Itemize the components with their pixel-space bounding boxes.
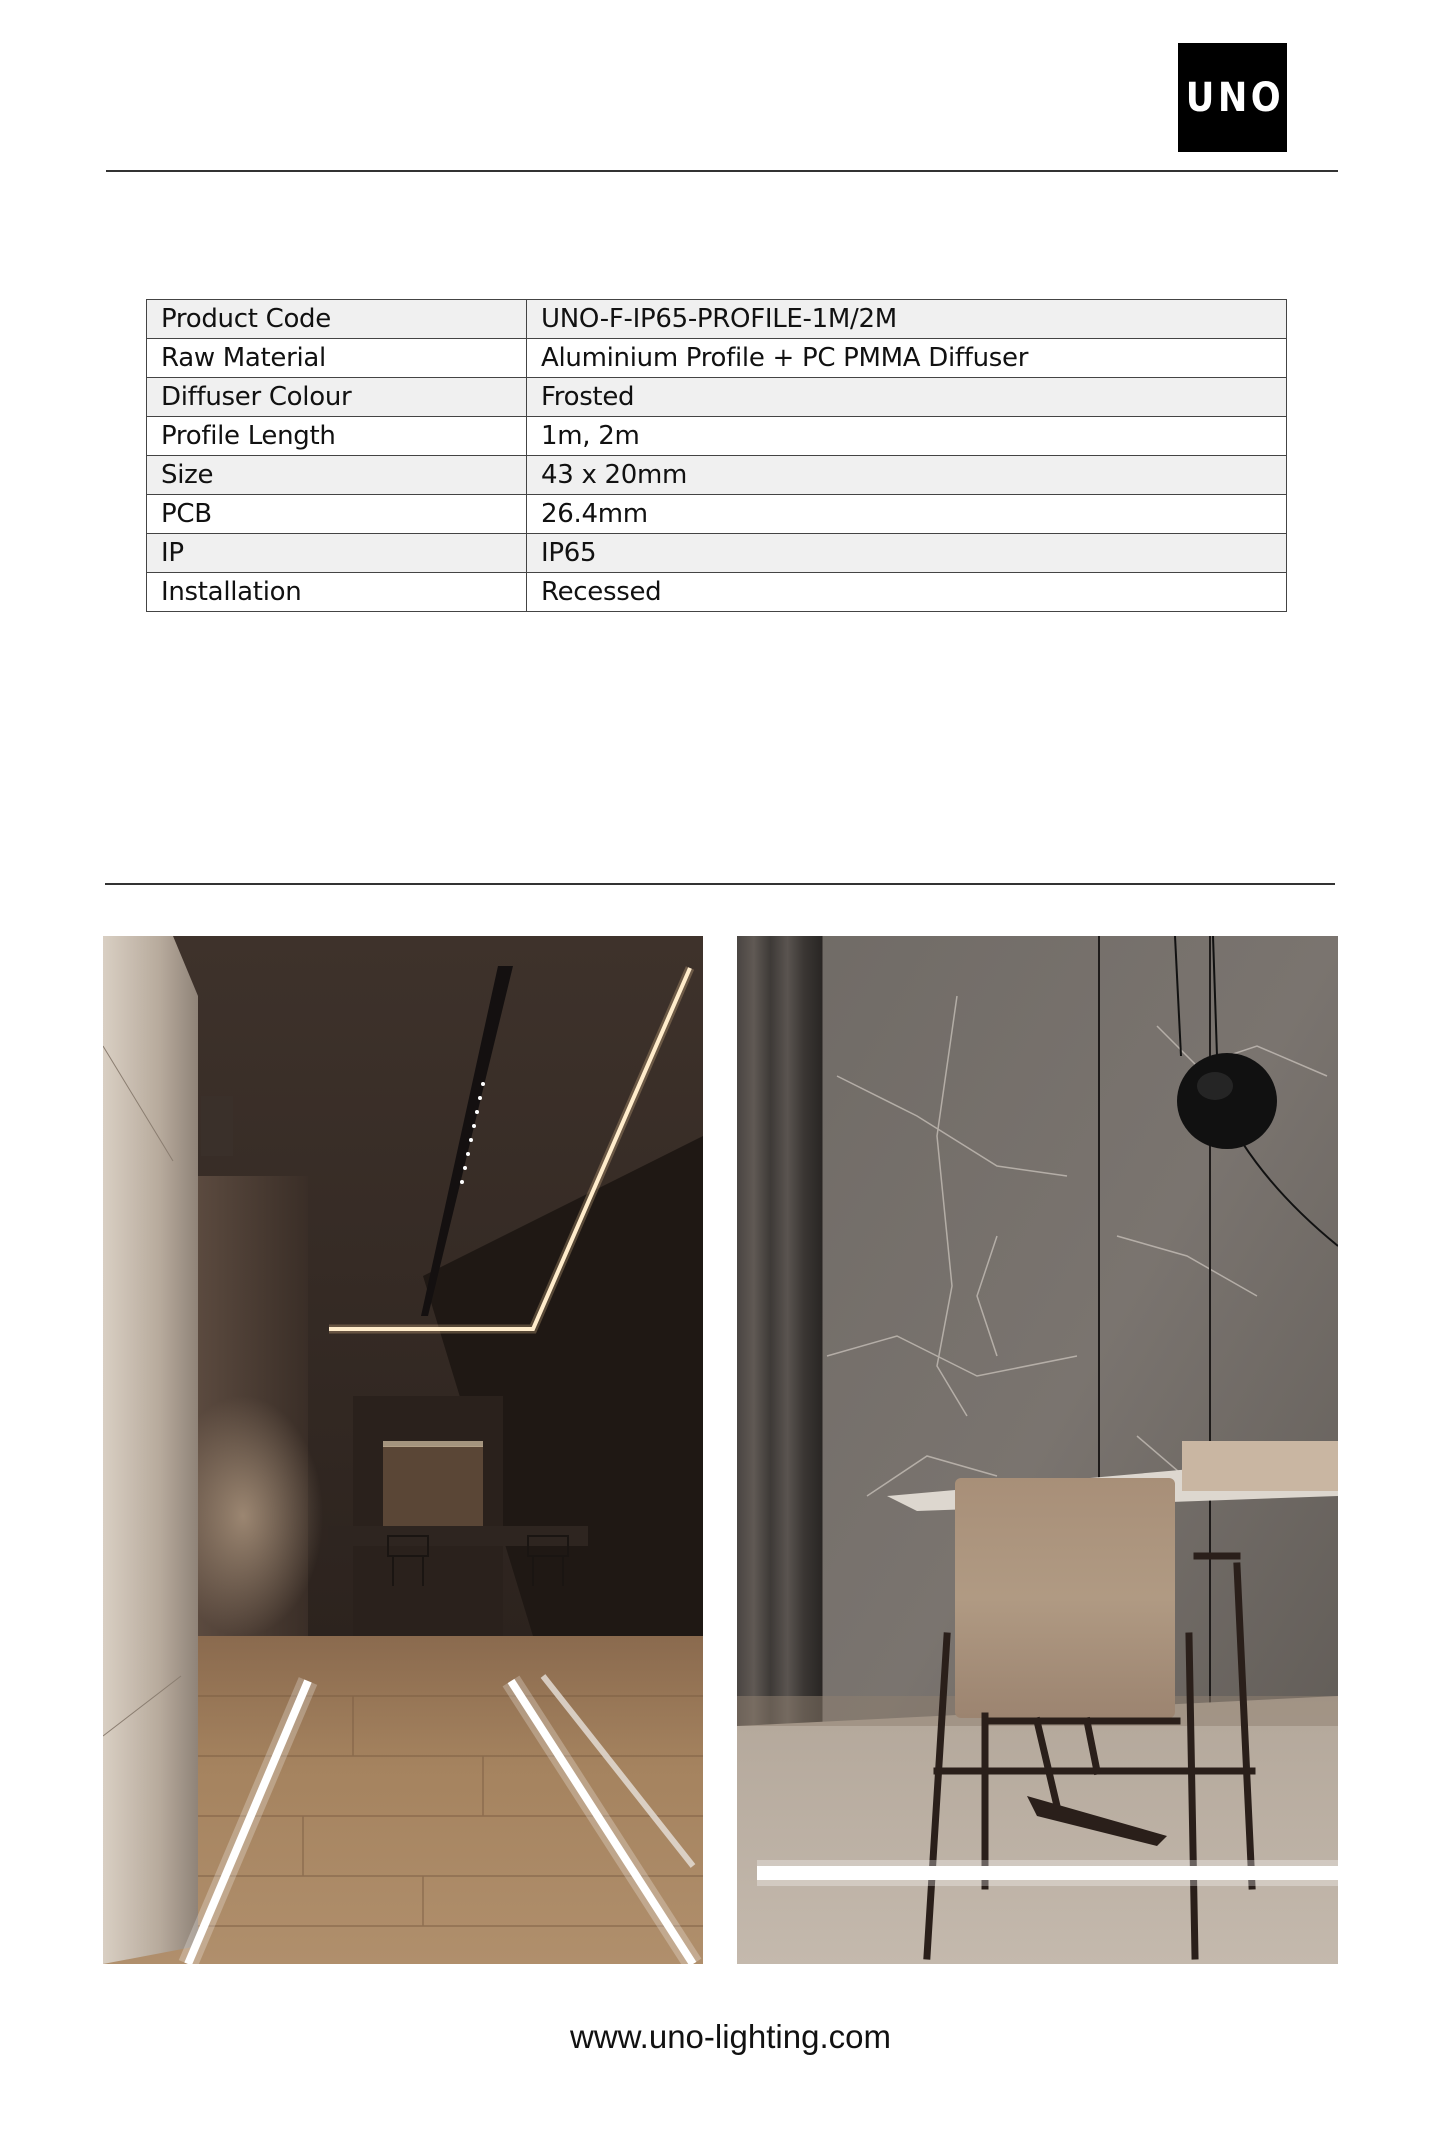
table-row bbox=[147, 456, 1287, 495]
spec-value: UNO-F-IP65-PROFILE-1M/2M bbox=[527, 300, 1287, 339]
logo-text: UNO bbox=[1185, 74, 1284, 121]
spec-label: IP bbox=[147, 534, 527, 573]
spec-label: Raw Material bbox=[147, 339, 527, 378]
spec-value: 1m, 2m bbox=[527, 417, 1287, 456]
spec-value: Aluminium Profile + PC PMMA Diffuser bbox=[527, 339, 1287, 378]
spec-label: Profile Length bbox=[147, 417, 527, 456]
spec-label: Size bbox=[147, 456, 527, 495]
table-row bbox=[147, 378, 1287, 417]
spec-value: 43 x 20mm bbox=[527, 456, 1287, 495]
spec-value: 26.4mm bbox=[527, 495, 1287, 534]
table-row bbox=[147, 573, 1287, 612]
table-row bbox=[147, 300, 1287, 339]
gallery-divider bbox=[105, 883, 1335, 885]
spec-label: PCB bbox=[147, 495, 527, 534]
spec-label: Installation bbox=[147, 573, 527, 612]
table-row bbox=[147, 495, 1287, 534]
website-url[interactable]: www.uno-lighting.com bbox=[570, 2018, 891, 2055]
specification-table bbox=[146, 299, 1287, 612]
table-row bbox=[147, 417, 1287, 456]
spec-value: Frosted bbox=[527, 378, 1287, 417]
table-row bbox=[147, 339, 1287, 378]
uno-logo bbox=[1178, 43, 1287, 152]
corridor-photo bbox=[103, 936, 703, 1964]
spec-label: Product Code bbox=[147, 300, 527, 339]
header-divider bbox=[106, 170, 1338, 172]
spec-value: Recessed bbox=[527, 573, 1287, 612]
spec-label: Diffuser Colour bbox=[147, 378, 527, 417]
table-row bbox=[147, 534, 1287, 573]
spec-value: IP65 bbox=[527, 534, 1287, 573]
dining-photo bbox=[737, 936, 1338, 1964]
